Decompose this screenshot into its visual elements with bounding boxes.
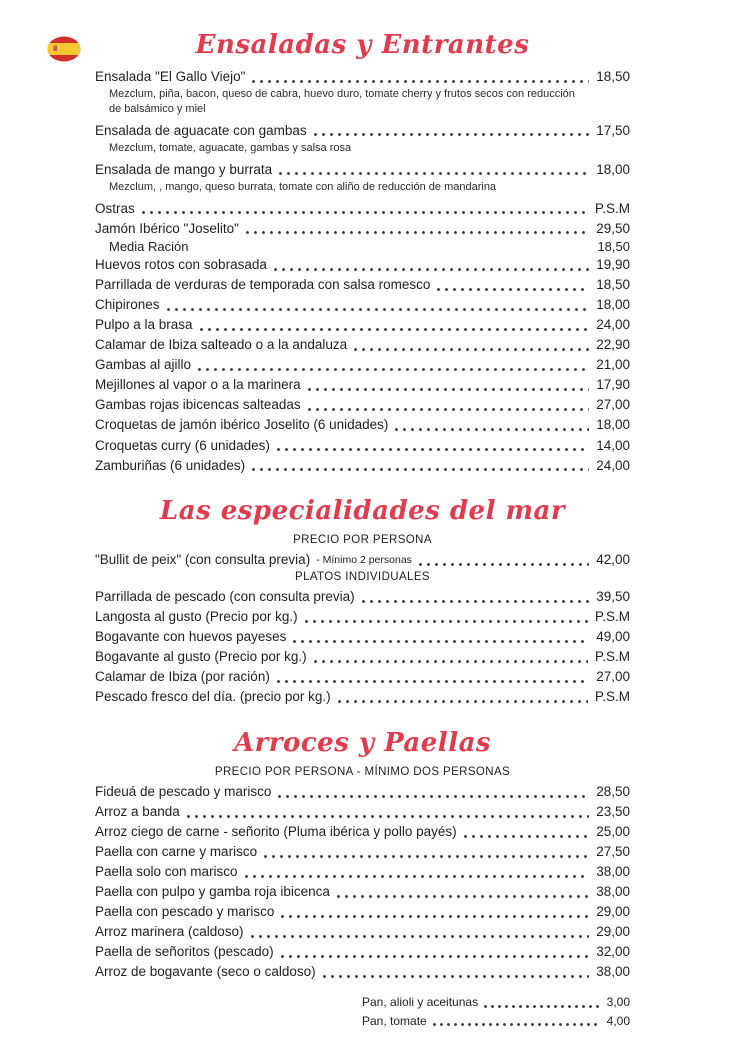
dotted-leader — [337, 895, 589, 898]
item-name: Pescado fresco del día. (precio por kg.) — [95, 689, 331, 705]
menu-item-row — [95, 688, 630, 706]
item-price: 38,00 — [596, 864, 630, 880]
menu-item-row — [95, 396, 630, 414]
menu-item-row — [95, 823, 630, 841]
item-name: Arroz ciego de carne - señorito (Pluma ibérica y pollo payés) — [95, 824, 457, 840]
item-suffix: - Mínimo 2 personas — [316, 554, 412, 567]
menu-item-row — [95, 161, 630, 179]
item-price: 24,00 — [596, 317, 630, 333]
item-price: 22,90 — [596, 337, 630, 353]
menu-item — [95, 783, 630, 801]
item-name: Gambas rojas ibicencas salteadas — [95, 397, 301, 413]
dotted-leader — [274, 268, 589, 271]
dotted-leader — [245, 875, 590, 878]
item-price: 18,00 — [596, 161, 630, 177]
item-name: Calamar de Ibiza salteado o a la andaluza — [95, 337, 348, 353]
item-name: Croquetas curry (6 unidades) — [95, 437, 270, 453]
menu-item-row — [95, 356, 630, 374]
item-price: 27,50 — [596, 844, 630, 860]
menu-item — [95, 68, 630, 117]
item-name: Arroz marinera (caldoso) — [95, 924, 244, 940]
item-price: 29,00 — [596, 924, 630, 940]
menu-item — [95, 923, 630, 941]
item-price: 18,50 — [596, 69, 630, 84]
item-price: 32,00 — [596, 944, 630, 960]
dotted-leader — [314, 660, 588, 663]
menu-item-row — [95, 923, 630, 941]
dotted-leader — [281, 915, 589, 918]
dotted-leader — [142, 211, 588, 214]
item-name: Pulpo a la brasa — [95, 317, 193, 333]
item-price: 38,00 — [596, 884, 630, 900]
item-price: 27,00 — [596, 669, 630, 685]
item-name: Fideuá de pescado y marisco — [95, 783, 272, 799]
menu-item — [95, 903, 630, 921]
menu-item-row — [95, 628, 630, 646]
footer-item-row — [362, 1014, 630, 1030]
menu-item — [95, 803, 630, 821]
item-name: Ensalada de mango y burrata — [95, 161, 273, 177]
dotted-leader — [198, 368, 589, 371]
menu-item — [95, 296, 630, 314]
item-name: Paella de señoritos (pescado) — [95, 944, 274, 960]
item-price: 23,50 — [596, 804, 630, 819]
item-name: Ensalada "El Gallo Viejo" — [95, 69, 246, 84]
dotted-leader — [279, 172, 589, 175]
item-price: 4,00 — [606, 1013, 630, 1028]
dotted-leader — [187, 815, 589, 818]
item-name: Pan, tomate — [362, 1013, 427, 1028]
menu-item — [95, 396, 630, 414]
dotted-leader — [464, 835, 590, 838]
dotted-leader — [252, 80, 589, 83]
section-title: Las especialidades del mar — [159, 496, 566, 527]
menu-section — [95, 728, 630, 981]
item-name: Ensalada de aguacate con gambas — [95, 122, 307, 138]
item-name: Pan, alioli y aceitunas — [362, 994, 479, 1009]
item-name: Croquetas de jamón ibérico Joselito (6 unidades) — [95, 417, 389, 433]
menu-item — [95, 161, 630, 195]
dotted-leader — [437, 288, 589, 291]
dotted-leader — [264, 855, 589, 858]
dotted-leader — [362, 600, 590, 603]
menu-item — [95, 200, 630, 218]
menu-item-row — [95, 668, 630, 686]
section-subheading: PLATOS INDIVIDUALES — [295, 571, 430, 584]
item-name: Mejillones al vapor o a la marinera — [95, 377, 301, 393]
menu-item — [95, 336, 630, 354]
menu-item-row — [95, 551, 630, 569]
section-rows — [95, 534, 630, 706]
item-price: 18,00 — [596, 417, 630, 433]
section-subheading: PRECIO POR PERSONA — [293, 534, 432, 547]
item-price: 25,00 — [596, 824, 630, 840]
dotted-leader — [323, 975, 590, 978]
menu-item — [95, 437, 630, 455]
dotted-leader — [277, 448, 589, 451]
item-name: Parrillada de verduras de temporada con salsa romesco — [95, 277, 431, 293]
subitem-spacer — [189, 239, 598, 254]
menu-item-row — [95, 336, 630, 354]
item-description: Mezclum, piña, bacon, queso de cabra, huevo duro, tomate cherry y frutos secos con reducción de balsámico y miel — [109, 88, 575, 115]
item-name: Arroz de bogavante (seco o caldoso) — [95, 964, 316, 980]
dotted-leader — [395, 428, 589, 431]
item-name: Calamar de Ibiza (por ración) — [95, 669, 270, 685]
menu-item — [95, 668, 630, 686]
dotted-leader — [281, 955, 590, 958]
dotted-leader — [167, 308, 590, 311]
menu-section — [95, 30, 630, 474]
section-subheading: PRECIO POR PERSONA - MÍNIMO DOS PERSONAS — [214, 765, 511, 778]
menu-item — [95, 628, 630, 646]
item-name: Jamón Ibérico "Joselito" — [95, 220, 239, 236]
spain-flag-icon — [47, 36, 81, 67]
menu-item — [95, 551, 630, 569]
item-price: 29,50 — [596, 220, 630, 236]
item-price: 3,00 — [606, 994, 630, 1009]
item-price: P.S.M — [594, 689, 630, 705]
item-name: Bogavante al gusto (Precio por kg.) — [95, 649, 307, 665]
menu-item — [95, 883, 630, 901]
dotted-leader — [277, 680, 589, 683]
dotted-leader — [293, 640, 589, 643]
menu-item — [95, 457, 630, 475]
dotted-leader — [314, 133, 590, 136]
menu-item-row — [95, 256, 630, 274]
menu-item — [95, 356, 630, 374]
menu-item-row — [95, 276, 630, 294]
item-price: 27,00 — [596, 397, 630, 413]
dotted-leader — [308, 408, 590, 411]
footer-item-row — [362, 995, 630, 1011]
dotted-leader — [278, 795, 589, 798]
menu-item-row — [95, 416, 630, 434]
menu-item — [95, 963, 630, 981]
menu-item-row — [95, 963, 630, 981]
item-name: Paella con pescado y marisco — [95, 904, 275, 920]
item-price: 21,00 — [596, 357, 630, 373]
item-description: Mezclum, , mango, queso burrata, tomate con aliño de reducción de mandarina — [109, 180, 497, 193]
item-name: Parrillada de pescado (con consulta previa) — [95, 589, 355, 605]
menu-item — [95, 220, 630, 254]
menu-item-row — [95, 608, 630, 626]
subitem-name: Media Ración — [109, 238, 189, 254]
item-price: P.S.M — [594, 200, 630, 216]
menu-item — [95, 843, 630, 861]
dotted-leader — [419, 563, 589, 566]
menu-item-row — [95, 220, 630, 238]
menu-item — [95, 688, 630, 706]
menu-item — [95, 648, 630, 666]
menu-item — [95, 376, 630, 394]
menu-item-row — [95, 200, 630, 218]
item-price: 38,00 — [596, 964, 630, 980]
item-name: Huevos rotos con sobrasada — [95, 257, 267, 273]
menu-item-row — [95, 883, 630, 901]
menu-item-row — [95, 437, 630, 455]
item-name: Zamburiñas (6 unidades) — [95, 457, 246, 473]
item-price: 18,00 — [596, 297, 630, 313]
menu-item-row — [95, 316, 630, 334]
item-price: P.S.M — [594, 649, 630, 665]
item-name: "Bullit de peix" (con consulta previa) — [95, 552, 311, 568]
item-price: 29,00 — [596, 904, 630, 920]
item-name: Arroz a banda — [95, 804, 180, 819]
menu-item — [95, 943, 630, 961]
dotted-leader — [308, 388, 590, 391]
menu-section — [95, 496, 630, 706]
item-name: Bogavante con huevos payeses — [95, 629, 287, 645]
menu-item — [95, 863, 630, 881]
item-name: Chipirones — [95, 297, 160, 313]
item-price: 49,00 — [596, 629, 630, 645]
dotted-leader — [305, 620, 588, 623]
menu-item — [95, 122, 630, 156]
item-name: Paella con carne y marisco — [95, 844, 258, 860]
menu-item — [95, 256, 630, 274]
menu-item — [95, 823, 630, 841]
section-title: Ensaladas y Entrantes — [195, 30, 530, 60]
menu-item — [95, 588, 630, 606]
item-price: 39,50 — [596, 589, 630, 605]
menu-item — [95, 416, 630, 434]
item-subitem — [109, 239, 630, 254]
item-price: 28,50 — [596, 783, 630, 799]
dotted-leader — [200, 328, 590, 331]
item-price: 17,90 — [596, 377, 630, 393]
menu-item — [95, 608, 630, 626]
item-name: Langosta al gusto (Precio por kg.) — [95, 609, 298, 625]
menu-item-row — [95, 843, 630, 861]
menu-item-row — [95, 863, 630, 881]
item-name: Ostras — [95, 200, 135, 216]
dotted-leader — [252, 468, 589, 471]
item-name: Paella solo con marisco — [95, 864, 238, 880]
menu-item-row — [95, 457, 630, 475]
item-name: Gambas al ajillo — [95, 357, 192, 373]
section-rows — [95, 68, 630, 474]
dotted-leader — [484, 1005, 601, 1008]
section-rows — [95, 766, 630, 981]
menu-item-row — [95, 648, 630, 666]
dotted-leader — [246, 231, 589, 234]
item-price: 19,90 — [596, 257, 630, 273]
menu-item-row — [95, 903, 630, 921]
menu-item-row — [95, 588, 630, 606]
menu-item-row — [95, 122, 630, 140]
menu-item-row — [95, 783, 630, 801]
item-price: 24,00 — [596, 457, 630, 473]
menu-item-row — [95, 943, 630, 961]
dotted-leader — [251, 935, 590, 938]
section-title: Arroces y Paellas — [233, 727, 492, 758]
dotted-leader — [338, 700, 588, 703]
item-name: Paella con pulpo y gamba roja ibicenca — [95, 884, 330, 900]
menu-item-row — [95, 68, 630, 86]
menu-item — [95, 316, 630, 334]
menu-item — [95, 276, 630, 294]
item-price: 14,00 — [596, 437, 630, 453]
item-description: Mezclum, tomate, aguacate, gambas y salsa rosa — [109, 141, 352, 154]
menu-item-row — [95, 803, 630, 821]
dotted-leader — [354, 348, 589, 351]
item-price: P.S.M — [594, 609, 630, 625]
menu-item-row — [95, 296, 630, 314]
subitem-price: 18,50 — [597, 238, 630, 254]
item-price: 42,00 — [596, 552, 630, 568]
item-price: 17,50 — [596, 122, 630, 138]
item-price: 18,50 — [596, 277, 630, 293]
menu-item-row — [95, 376, 630, 394]
menu-sections — [95, 30, 630, 981]
